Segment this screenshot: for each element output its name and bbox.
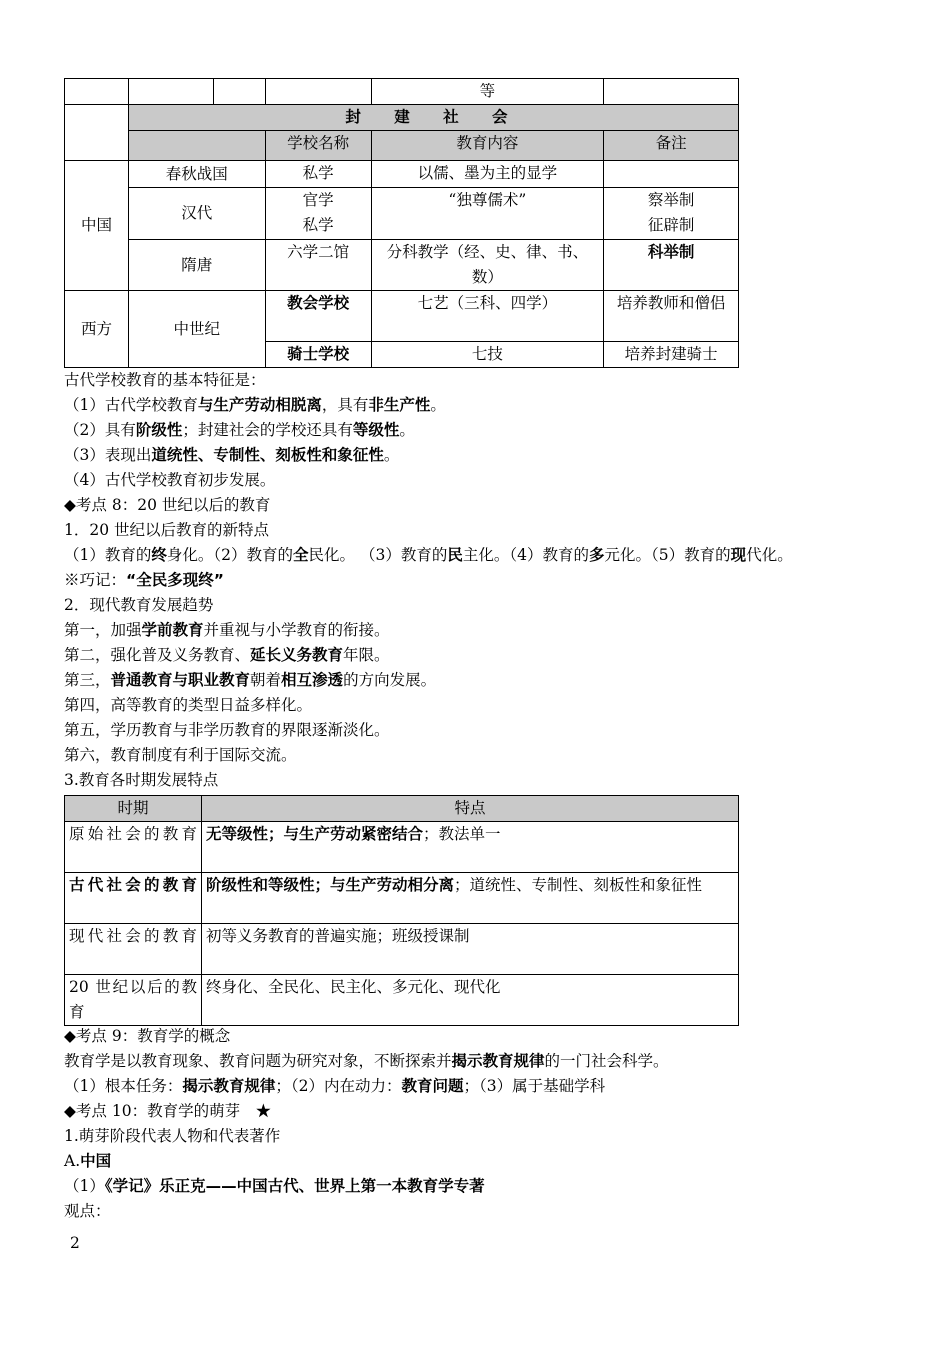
subheading: 1.萌芽阶段代表人物和代表著作 (64, 1127, 281, 1145)
school-cell: 教会学校 (265, 291, 371, 342)
text: 民化。 (308, 546, 360, 564)
remark-cell: 培养教师和僧侣 (604, 291, 739, 342)
text: 元化。 (604, 546, 652, 564)
bold-text: 非生产性 (368, 396, 431, 414)
section-heading: ◆考点 10：教育学的萌芽 ★ (64, 1102, 272, 1120)
column-header: 时期 (65, 796, 202, 822)
period-cell: 现代社会的教育 (65, 924, 202, 975)
text: （1）根本任务： (64, 1077, 183, 1095)
text: 第一，加强 (64, 621, 142, 639)
text: 朝着 (250, 671, 282, 689)
subheading: 2．现代教育发展趋势 (64, 596, 214, 614)
text: （4）教育的 (509, 546, 590, 564)
content-cell: 以儒、墨为主的显学 (371, 161, 604, 188)
bold-text: 等级性 (352, 421, 400, 439)
feature-cell (202, 924, 739, 975)
bold-text: 学前教育 (141, 621, 204, 639)
period-cell: 隋唐 (128, 240, 265, 291)
paragraph (64, 443, 894, 468)
text: （1） (64, 1177, 105, 1195)
text: 教育学是以教育现象、教育问题为研究对象，不断探索并 (64, 1052, 452, 1070)
period-cell: 春秋战国 (128, 161, 265, 188)
text: （3）表现出 (64, 446, 152, 464)
paragraph: 第四，高等教育的类型日益多样化。 (64, 696, 313, 714)
table-cell (128, 79, 213, 105)
content-cell: “独尊儒术” (371, 188, 604, 240)
paragraph (64, 1074, 894, 1099)
text: 主化。 (462, 546, 510, 564)
bold-text: 延长义务教育 (250, 646, 344, 664)
bold-text: 普通教育与职业教育 (110, 671, 251, 689)
body-text (64, 1024, 894, 1224)
paragraph: （4）古代学校教育初步发展。 (64, 471, 276, 489)
text: ；教法单一 (423, 825, 501, 843)
body-text (64, 368, 894, 793)
text: 终身化、全民化、民主化、多元化、现代化 (206, 978, 501, 996)
remark-cell (604, 161, 739, 188)
page-number: 2 (70, 1234, 80, 1252)
bold-text: 道统性、专制性、刻板性和象征性 (151, 446, 384, 464)
bold-text: 阶级性和等级性；与生产劳动相分离 (206, 876, 455, 894)
paragraph (64, 418, 894, 443)
bold-text: “全民多现终” (126, 571, 224, 589)
bold-text: 民 (447, 546, 463, 564)
column-header: 学校名称 (265, 131, 371, 161)
paragraph (64, 568, 894, 593)
table-cell (213, 79, 265, 105)
paragraph (64, 1149, 894, 1174)
text: ，具有 (321, 396, 369, 414)
paragraph (64, 393, 894, 418)
text: 的方向发展。 (343, 671, 437, 689)
text: 第二，强化普及义务教育、 (64, 646, 251, 664)
feature-cell (202, 873, 739, 924)
bold-text: 现 (730, 546, 747, 564)
region-cell: 西方 (65, 291, 129, 368)
text: 身化。 (166, 546, 214, 564)
text: 并重视与小学教育的衔接。 (203, 621, 390, 639)
text: 年限。 (343, 646, 390, 664)
column-header: 教育内容 (371, 131, 604, 161)
text: （5）教育的 (651, 546, 731, 564)
column-header: 特点 (202, 796, 739, 822)
remark-text: 察举制 (647, 191, 695, 209)
paragraph (64, 668, 894, 693)
section-title: 封 建 社 会 (128, 105, 738, 131)
text: ；（2）内在动力： (275, 1077, 402, 1095)
text: A. (64, 1152, 81, 1170)
bold-text: 阶级性 (135, 421, 183, 439)
text: 第三， (64, 671, 111, 689)
paragraph (64, 618, 894, 643)
text: ※巧记： (64, 571, 127, 589)
period-cell: 古代社会的教育 (65, 873, 202, 924)
text: 的一门社会科学。 (544, 1052, 669, 1070)
school-text: 私学 (302, 216, 334, 234)
text: ；道统性、专制性、刻板性和象征性 (454, 876, 703, 894)
table-cell: 等 (371, 79, 604, 105)
text: （2）教育的 (213, 546, 294, 564)
bold-text: 全 (293, 546, 309, 564)
section-heading: ◆考点 8：20 世纪以后的教育 (64, 496, 271, 514)
text: 。 (383, 446, 400, 464)
bold-text: 终 (151, 546, 167, 564)
period-cell: 20 世纪以后的教育 (65, 975, 202, 1026)
paragraph: 第六，教育制度有利于国际交流。 (64, 746, 297, 764)
bold-text: 相互渗透 (281, 671, 344, 689)
table-cell (65, 79, 129, 105)
bold-text: 中国 (80, 1152, 112, 1170)
text: （1）教育的 (64, 546, 152, 564)
paragraph: 古代学校教育的基本特征是： (64, 371, 266, 389)
school-cell: 六学二馆 (265, 240, 371, 291)
region-cell: 中国 (65, 161, 129, 291)
column-header: 备注 (604, 131, 739, 161)
table-cell (128, 131, 265, 161)
text: 初等义务教育的普遍实施；班级授课制 (206, 927, 470, 945)
table-cell (265, 79, 371, 105)
remark-cell: 科举制 (604, 240, 739, 291)
period-cell: 中世纪 (128, 291, 265, 368)
paragraph (64, 1174, 894, 1199)
school-cell: 骑士学校 (265, 342, 371, 368)
school-cell (265, 188, 371, 240)
paragraph (64, 643, 894, 668)
text: （3）教育的 (359, 546, 448, 564)
subheading: 3.教育各时期发展特点 (64, 771, 219, 789)
bold-text: 揭示教育规律 (182, 1077, 276, 1095)
remark-cell (604, 188, 739, 240)
feature-cell (202, 822, 739, 873)
period-cell: 原始社会的教育 (65, 822, 202, 873)
paragraph (64, 1049, 894, 1074)
text: 。 (430, 396, 446, 414)
subheading: 1．20 世纪以后教育的新特点 (64, 521, 270, 539)
feature-cell (202, 975, 739, 1026)
content-cell: 分科教学（经、史、律、书、数） (371, 240, 604, 291)
remark-cell: 培养封建骑士 (604, 342, 739, 368)
table-cell (65, 105, 129, 161)
content-cell: 七艺（三科、四学） (371, 291, 604, 342)
text: 。 (399, 421, 415, 439)
text: 代化。 (746, 546, 793, 564)
bold-text: 《学记》乐正克——中国古代、世界上第一本教育学专著 (104, 1177, 485, 1195)
period-cell: 汉代 (128, 188, 265, 240)
bold-text: 多 (589, 546, 605, 564)
bold-text: 与生产劳动相脱离 (197, 396, 322, 414)
remark-text: 征辟制 (647, 216, 695, 234)
text: ；（3）属于基础学科 (463, 1077, 606, 1095)
paragraph (64, 543, 894, 568)
text: （1）古代学校教育 (64, 396, 198, 414)
table-cell (604, 79, 739, 105)
text: （2）具有 (64, 421, 136, 439)
bold-text: 教育问题 (401, 1077, 464, 1095)
feudal-education-table (64, 78, 739, 368)
text: ；封建社会的学校还具有 (182, 421, 353, 439)
period-features-table (64, 795, 739, 1026)
paragraph: 第五，学历教育与非学历教育的界限逐渐淡化。 (64, 721, 390, 739)
bold-text: 无等级性；与生产劳动紧密结合 (206, 825, 424, 843)
section-heading: ◆考点 9：教育学的概念 (64, 1027, 231, 1045)
content-cell: 七技 (371, 342, 604, 368)
paragraph: 观点： (64, 1202, 111, 1220)
school-cell: 私学 (265, 161, 371, 188)
bold-text: 揭示教育规律 (451, 1052, 545, 1070)
school-text: 官学 (302, 191, 334, 209)
